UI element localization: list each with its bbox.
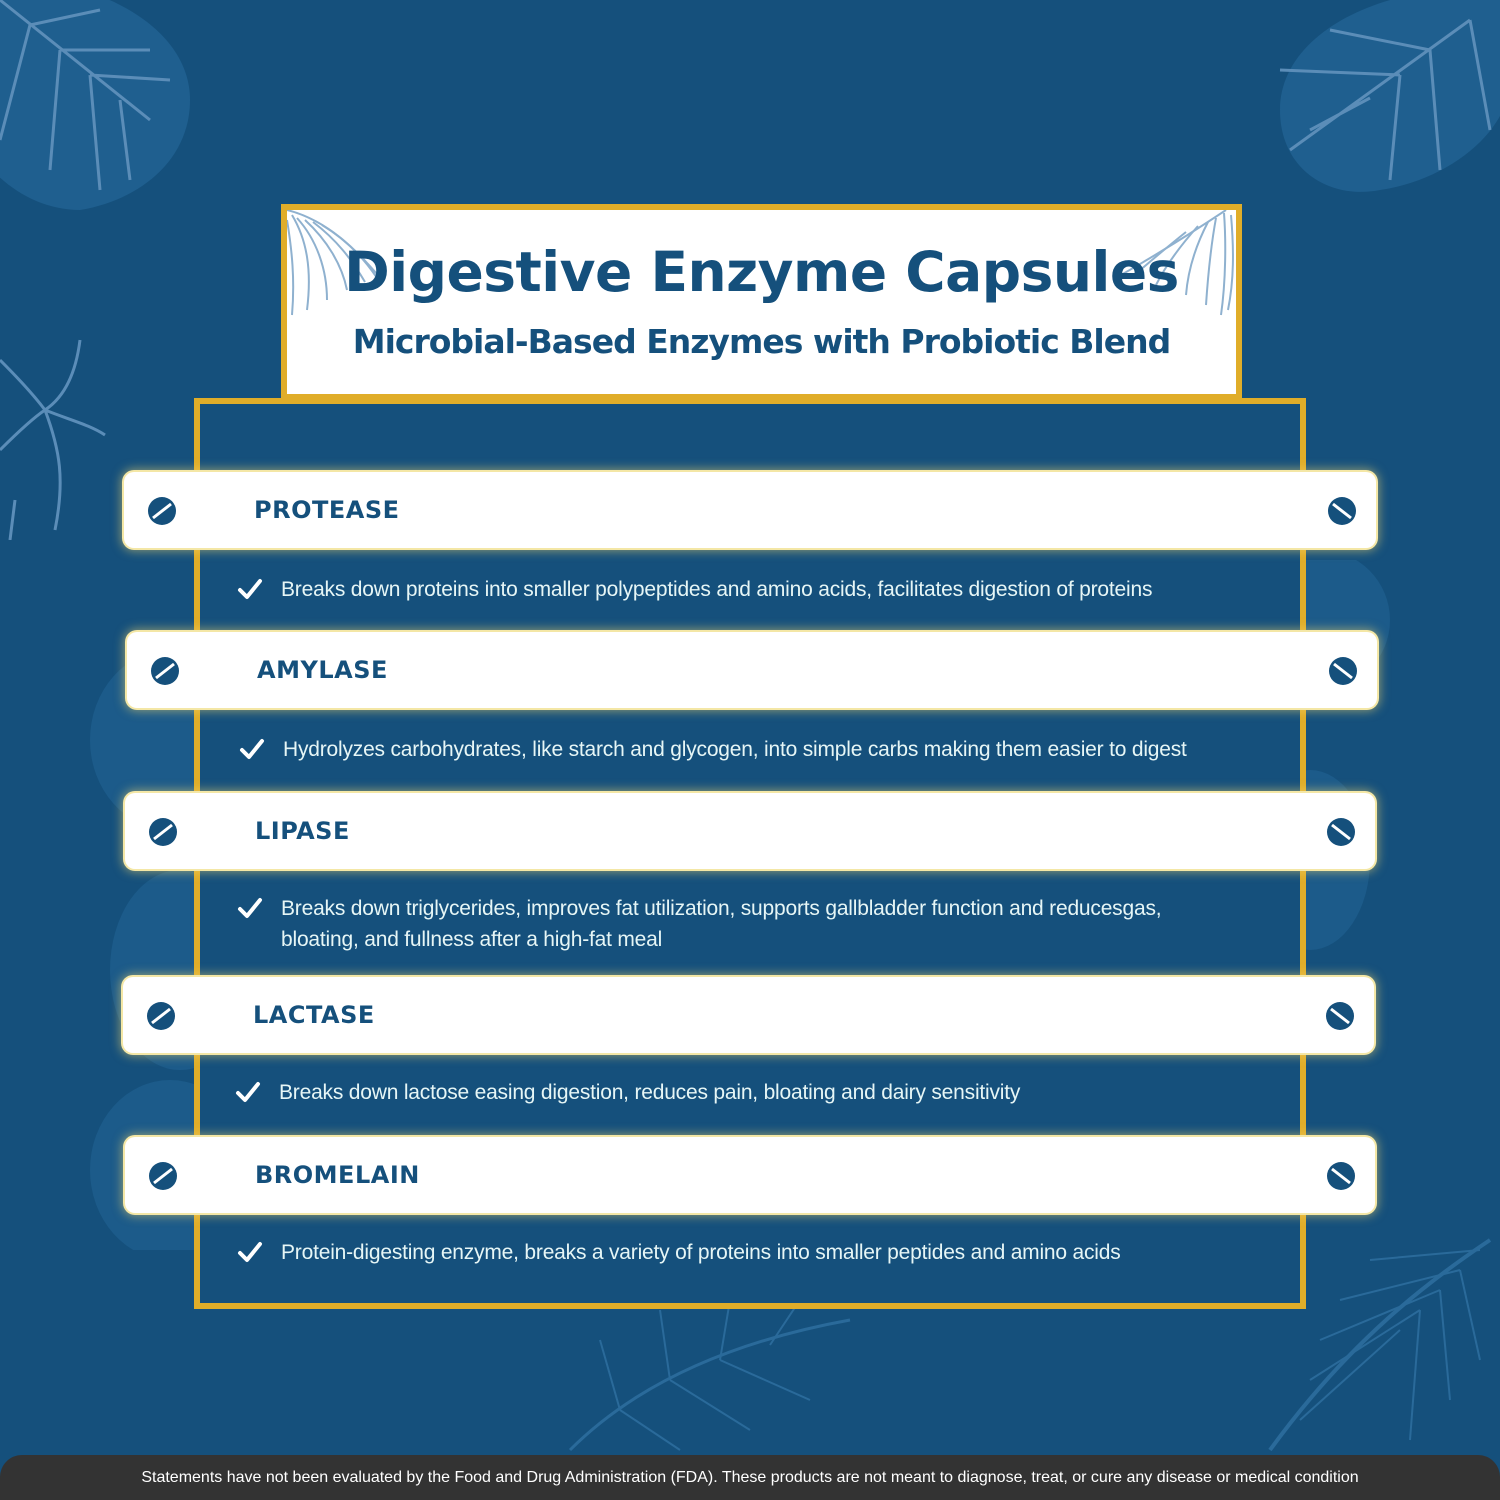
- palm-frond-bottom-center-icon: [560, 1300, 860, 1460]
- checkmark-icon: [239, 736, 265, 762]
- checkmark-icon: [235, 1079, 261, 1105]
- enzyme-name: PROTEASE: [254, 496, 400, 524]
- capsule-icon: [1327, 818, 1355, 846]
- capsule-icon: [148, 497, 176, 525]
- monstera-leaf-top-left-icon: [0, 0, 240, 220]
- enzyme-name: LIPASE: [255, 817, 350, 845]
- enzyme-header-amylase: [127, 632, 1377, 708]
- capsule-icon: [149, 818, 177, 846]
- monstera-leaf-top-right-icon: [1270, 0, 1500, 220]
- enzyme-description-lactase: [279, 1077, 1020, 1108]
- checkmark-icon: [237, 576, 263, 602]
- capsule-icon: [151, 657, 179, 685]
- footer-disclaimer-bar: [0, 1455, 1500, 1500]
- enzyme-description-protease: [281, 574, 1152, 605]
- enzyme-name: LACTASE: [253, 1001, 375, 1029]
- enzyme-header-protease: [124, 472, 1376, 548]
- checkmark-icon: [237, 1239, 263, 1265]
- enzyme-header-lipase: [125, 793, 1375, 869]
- enzyme-name: AMYLASE: [257, 656, 388, 684]
- capsule-icon: [1327, 1162, 1355, 1190]
- capsule-icon: [1329, 657, 1357, 685]
- enzyme-description-lipase: [281, 893, 1161, 955]
- capsule-icon: [149, 1162, 177, 1190]
- header-box: [281, 204, 1242, 400]
- leaf-veins-left-icon: [0, 330, 110, 540]
- enzyme-header-bromelain: [125, 1137, 1375, 1213]
- page-subtitle: Microbial-Based Enzymes with Probiotic Blend: [352, 322, 1171, 361]
- description-line: Breaks down triglycerides, improves fat utilization, supports gallbladder function and reducesgas,: [281, 897, 1162, 920]
- capsule-icon: [147, 1002, 175, 1030]
- description-line: bloating, and fullness after a high-fat meal: [281, 928, 663, 951]
- enzyme-description-bromelain: [281, 1237, 1121, 1268]
- enzyme-description-amylase: [283, 734, 1187, 765]
- description-line: Hydrolyzes carbohydrates, like starch and glycogen, into simple carbs making them easier to digest: [283, 738, 1187, 761]
- enzyme-header-lactase: [123, 977, 1374, 1053]
- description-line: Breaks down lactose easing digestion, reduces pain, bloating and dairy sensitivity: [279, 1081, 1021, 1104]
- description-line: Breaks down proteins into smaller polypeptides and amino acids, facilitates digestion of proteins: [281, 578, 1153, 601]
- capsule-icon: [1328, 497, 1356, 525]
- page-title: Digestive Enzyme Capsules: [344, 240, 1179, 304]
- description-line: Protein-digesting enzyme, breaks a variety of proteins into smaller peptides and amino acids: [281, 1241, 1121, 1264]
- checkmark-icon: [237, 895, 263, 921]
- fda-disclaimer: Statements have not been evaluated by the Food and Drug Administration (FDA). These products are not meant to diagnose, treat, or cure any disease or medical condition: [141, 1469, 1359, 1486]
- capsule-icon: [1326, 1002, 1354, 1030]
- enzyme-name: BROMELAIN: [255, 1161, 420, 1189]
